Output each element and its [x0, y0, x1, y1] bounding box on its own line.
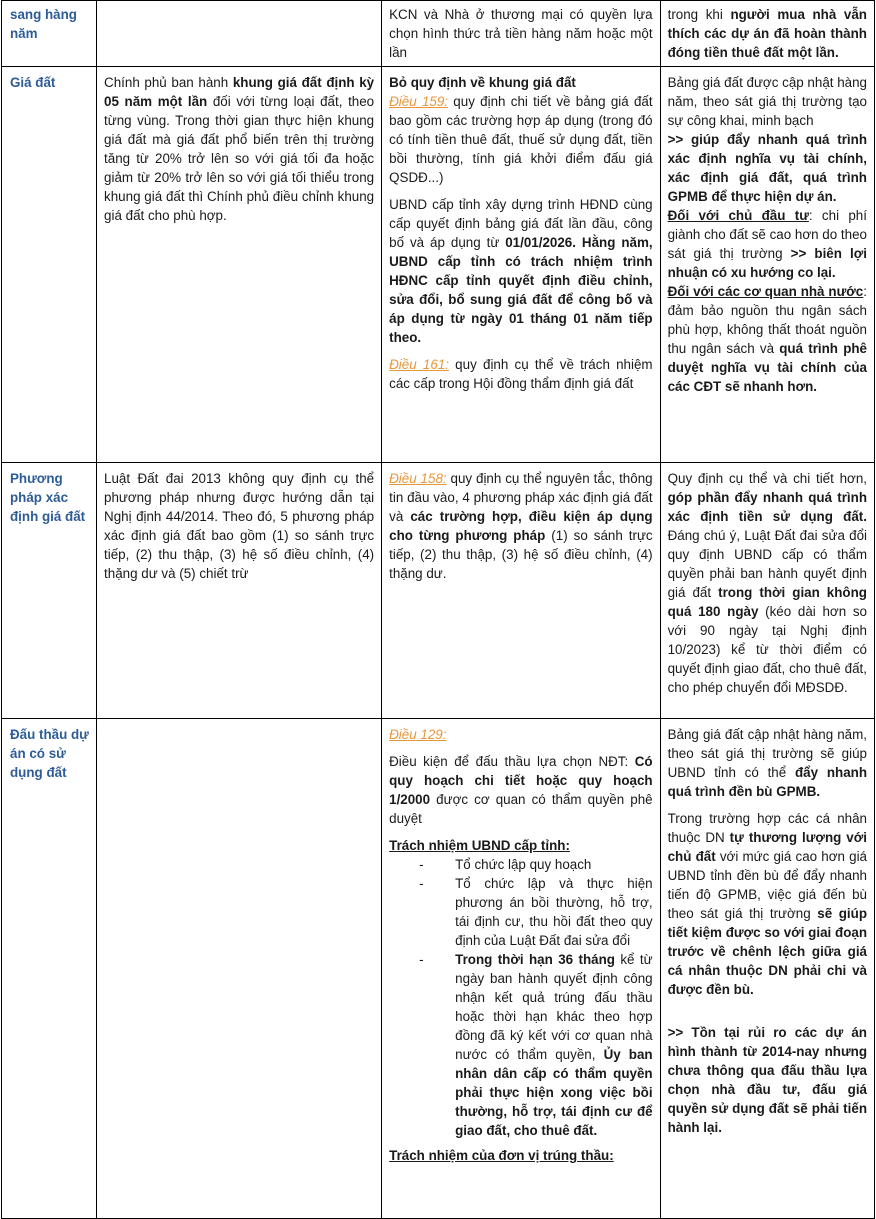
cell-heading: Bỏ quy định về khung giá đất: [389, 75, 576, 90]
article-link[interactable]: Điều 158:: [389, 471, 447, 486]
cell-bold-text: đẩy nhanh quá trình đền bù GPMB.: [667, 765, 867, 799]
cell-impact: [660, 463, 874, 719]
cell-new-law: [382, 719, 660, 1219]
list-item: [419, 950, 652, 1140]
row-label: Đấu thầu dự án có sử dụng đất: [2, 719, 97, 1219]
cell-bold-text: Có quy hoạch chi tiết hoặc quy hoạch 1/2000: [389, 754, 653, 807]
cell-old-law: [97, 67, 382, 463]
cell-text: Luật Đất đai 2013 không quy định cụ thể phương pháp nhưng được hướng dẫn tại Nghị định 44/2014. Theo đó, 5 phương pháp xác định giá đất bao gồm (1) so sánh trực tiếp, (2) thu thập, (3) hệ số điều chỉnh, (4) thặng dư và (5) chiết trừ: [104, 471, 375, 581]
comparison-table: [1, 0, 875, 1219]
cell-text: Quy định cụ thể và chi tiết hơn,: [667, 471, 867, 486]
article-link[interactable]: Điều 129:: [389, 727, 447, 742]
list-item: - Tổ chức lập và thực hiện phương án bồi thường, hỗ trợ, tái định cư, thu hồi đất theo quy định của Luật Đất đai sửa đổi: [419, 874, 652, 950]
article-link[interactable]: Điều 159:: [389, 94, 449, 109]
cell-new-law: [382, 463, 660, 719]
cell-text: được cơ quan có thẩm quyền phê duyệt: [389, 792, 653, 826]
cell-bold-text: tự thương lượng với chủ đất: [667, 830, 867, 864]
cell-impact: [660, 719, 874, 1219]
table-row: [2, 1, 875, 67]
row-label: Phương pháp xác định giá đất: [2, 463, 97, 719]
cell-text: quy định cụ thể về trách nhiệm các cấp trong Hội đồng thẩm định giá đất: [389, 357, 653, 391]
cell-bold-text: Trong thời hạn 36 tháng: [455, 952, 615, 967]
cell-bold-text: người mua nhà vẫn thích các dự án đã hoàn thành đóng tiền thuê đất một lần.: [667, 7, 867, 60]
cell-text: quy định chi tiết về bảng giá đất bao gồm các trường hợp áp dụng (trong đó có tính tiền thuê đất, thuế sử dụng đất, tiền bồi thường, tính giá khởi điểm đấu giá QSDĐ...): [389, 94, 653, 185]
cell-impact: [660, 67, 874, 463]
cell-text: Chính phủ ban hành: [104, 75, 233, 90]
cell-text: : chi phí giành cho đất sẽ cao hơn do theo sát giá thị trường: [667, 208, 867, 261]
cell-bold-text: khung giá đất định kỳ 05 năm một lần: [104, 75, 375, 109]
cell-text: kể từ ngày ban hành quyết định công nhận kết quả trúng đấu thầu hoặc thời hạn khác theo hợp đồng đã ký kết với cơ quan nhà nước có thẩm quyền,: [455, 952, 653, 1062]
cell-subheading: Đối với các cơ quan nhà nước: [667, 284, 864, 299]
cell-text: quy định cụ thể nguyên tắc, thông tin đầu vào, 4 phương pháp xác định giá đất và: [389, 471, 653, 524]
cell-bold-text: góp phần đẩy nhanh quá trình xác định tiền sử dụng đất.: [667, 490, 867, 524]
cell-bold-text: 01/01/2026. Hằng năm, UBND cấp tỉnh có trách nhiệm trình HĐNC cấp tỉnh quyết định điều chỉnh, sửa đổi, bổ sung giá đất để công bố và áp dụng từ ngày 01 tháng 01 năm tiếp theo.: [389, 235, 653, 345]
cell-text: UBND cấp tỉnh xây dựng trình HĐND cùng cấp quyết định bảng giá đất lần đầu, công bố và áp dụng từ: [389, 197, 653, 250]
responsibility-list: [389, 855, 652, 1140]
cell-text: KCN và Nhà ở thương mại có quyền lựa chọn hình thức trả tiền hàng năm hoặc một lần: [389, 7, 653, 60]
cell-text: (kéo dài hơn so với 90 ngày tại Nghị định 10/2023) kể từ thời điểm có quyết định giao đất, cho thuê đất, cho phép chuyển đổi MĐSDĐ.: [667, 604, 867, 695]
cell-bold-text: Ủy ban nhân dân cấp có thẩm quyền phải thực hiện xong việc bồi thường, hỗ trợ, tái định cư để giao đất, cho thuê đất.: [455, 1047, 653, 1138]
cell-text: : đảm bảo nguồn thu ngân sách phù hợp, không thất thoát nguồn thu ngân sách và: [667, 284, 867, 356]
cell-bold-text: trong thời gian không quá 180 ngày: [667, 585, 867, 619]
cell-text: Bảng giá đất cập nhật hàng năm, theo sát giá thị trường sẽ giúp UBND tỉnh có thể: [667, 727, 867, 780]
article-link[interactable]: Điều 161:: [389, 357, 449, 372]
list-item: - Tổ chức lập quy hoạch: [419, 855, 652, 874]
cell-impact: [660, 1, 874, 67]
cell-new-law: [382, 1, 660, 67]
cell-subheading: Trách nhiệm của đơn vị trúng thầu:: [389, 1148, 614, 1163]
cell-text: Đáng chú ý, Luật Đất đai sửa đổi quy định UBND cấp có thẩm quyền phải ban hành quyết định giá đất: [667, 528, 867, 600]
cell-old-law: [97, 1, 382, 67]
cell-bold-text: các trường hợp, điều kiện áp dụng cho từng phương pháp: [389, 509, 653, 543]
cell-text: Trong trường hợp các cá nhân thuộc DN: [667, 811, 867, 845]
cell-text: trong khi: [667, 7, 731, 22]
cell-text: với mức giá cao hơn giá UBND tỉnh đền bù để đẩy nhanh tiến độ GPMB, việc giá đến bù theo sát giá thị trường: [667, 849, 867, 921]
cell-subheading: Đối với chủ đầu tư: [667, 208, 809, 223]
cell-text: Bảng giá đất được cập nhật hàng năm, theo sát giá thị trường tạo sự công khai, minh bạch: [667, 75, 868, 128]
cell-bold-text: >> Tồn tại rủi ro các dự án hình thành từ 2014-nay nhưng chưa thông qua đấu thầu lựa chọn nhà đầu tư, đấu giá quyền sử dụng đất sẽ phải tiến hành lại.: [667, 1025, 867, 1135]
cell-old-law: [97, 719, 382, 1219]
table-row: [2, 67, 875, 463]
cell-text: đối với từng loại đất, theo từng vùng. Trong thời gian thực hiện khung giá đất mà giá đất phổ biến trên thị trường tăng từ 20% trở lên so với giá tối đa hoặc giảm từ 20% trở lên so với giá tối thiểu trong khung giá đất thì Chính phủ điều chỉnh khung giá đất cho phù hợp.: [104, 94, 375, 223]
cell-bold-text: >> biên lợi nhuận có xu hướng co lại.: [667, 246, 867, 280]
table-row: [2, 463, 875, 719]
cell-new-law: [382, 67, 660, 463]
table-row: [2, 719, 875, 1219]
row-label: Giá đất: [2, 67, 97, 463]
cell-text: Điều kiện để đấu thầu lựa chọn NĐT:: [389, 754, 635, 769]
row-label: sang hàng năm: [2, 1, 97, 67]
cell-bold-text: sẽ giúp tiết kiệm được so với giai đoạn trước về chênh lệch giữa giá cá nhân thuộc DN phải chi và được đền bù.: [667, 906, 868, 997]
cell-bold-text: quá trình phê duyệt nghĩa vụ tài chính của các CĐT sẽ nhanh hơn.: [667, 341, 867, 394]
cell-old-law: [97, 463, 382, 719]
cell-text: (1) so sánh trực tiếp, (2) thu thập, (3) hệ số điều chỉnh, (4) thặng dư.: [389, 528, 653, 581]
cell-bold-text: >> giúp đẩy nhanh quá trình xác định nghĩa vụ tài chính, xác định giá đất, quá trình GPMB để thực hiện dự án.: [667, 132, 867, 204]
cell-subheading: Trách nhiệm UBND cấp tỉnh:: [389, 838, 570, 853]
